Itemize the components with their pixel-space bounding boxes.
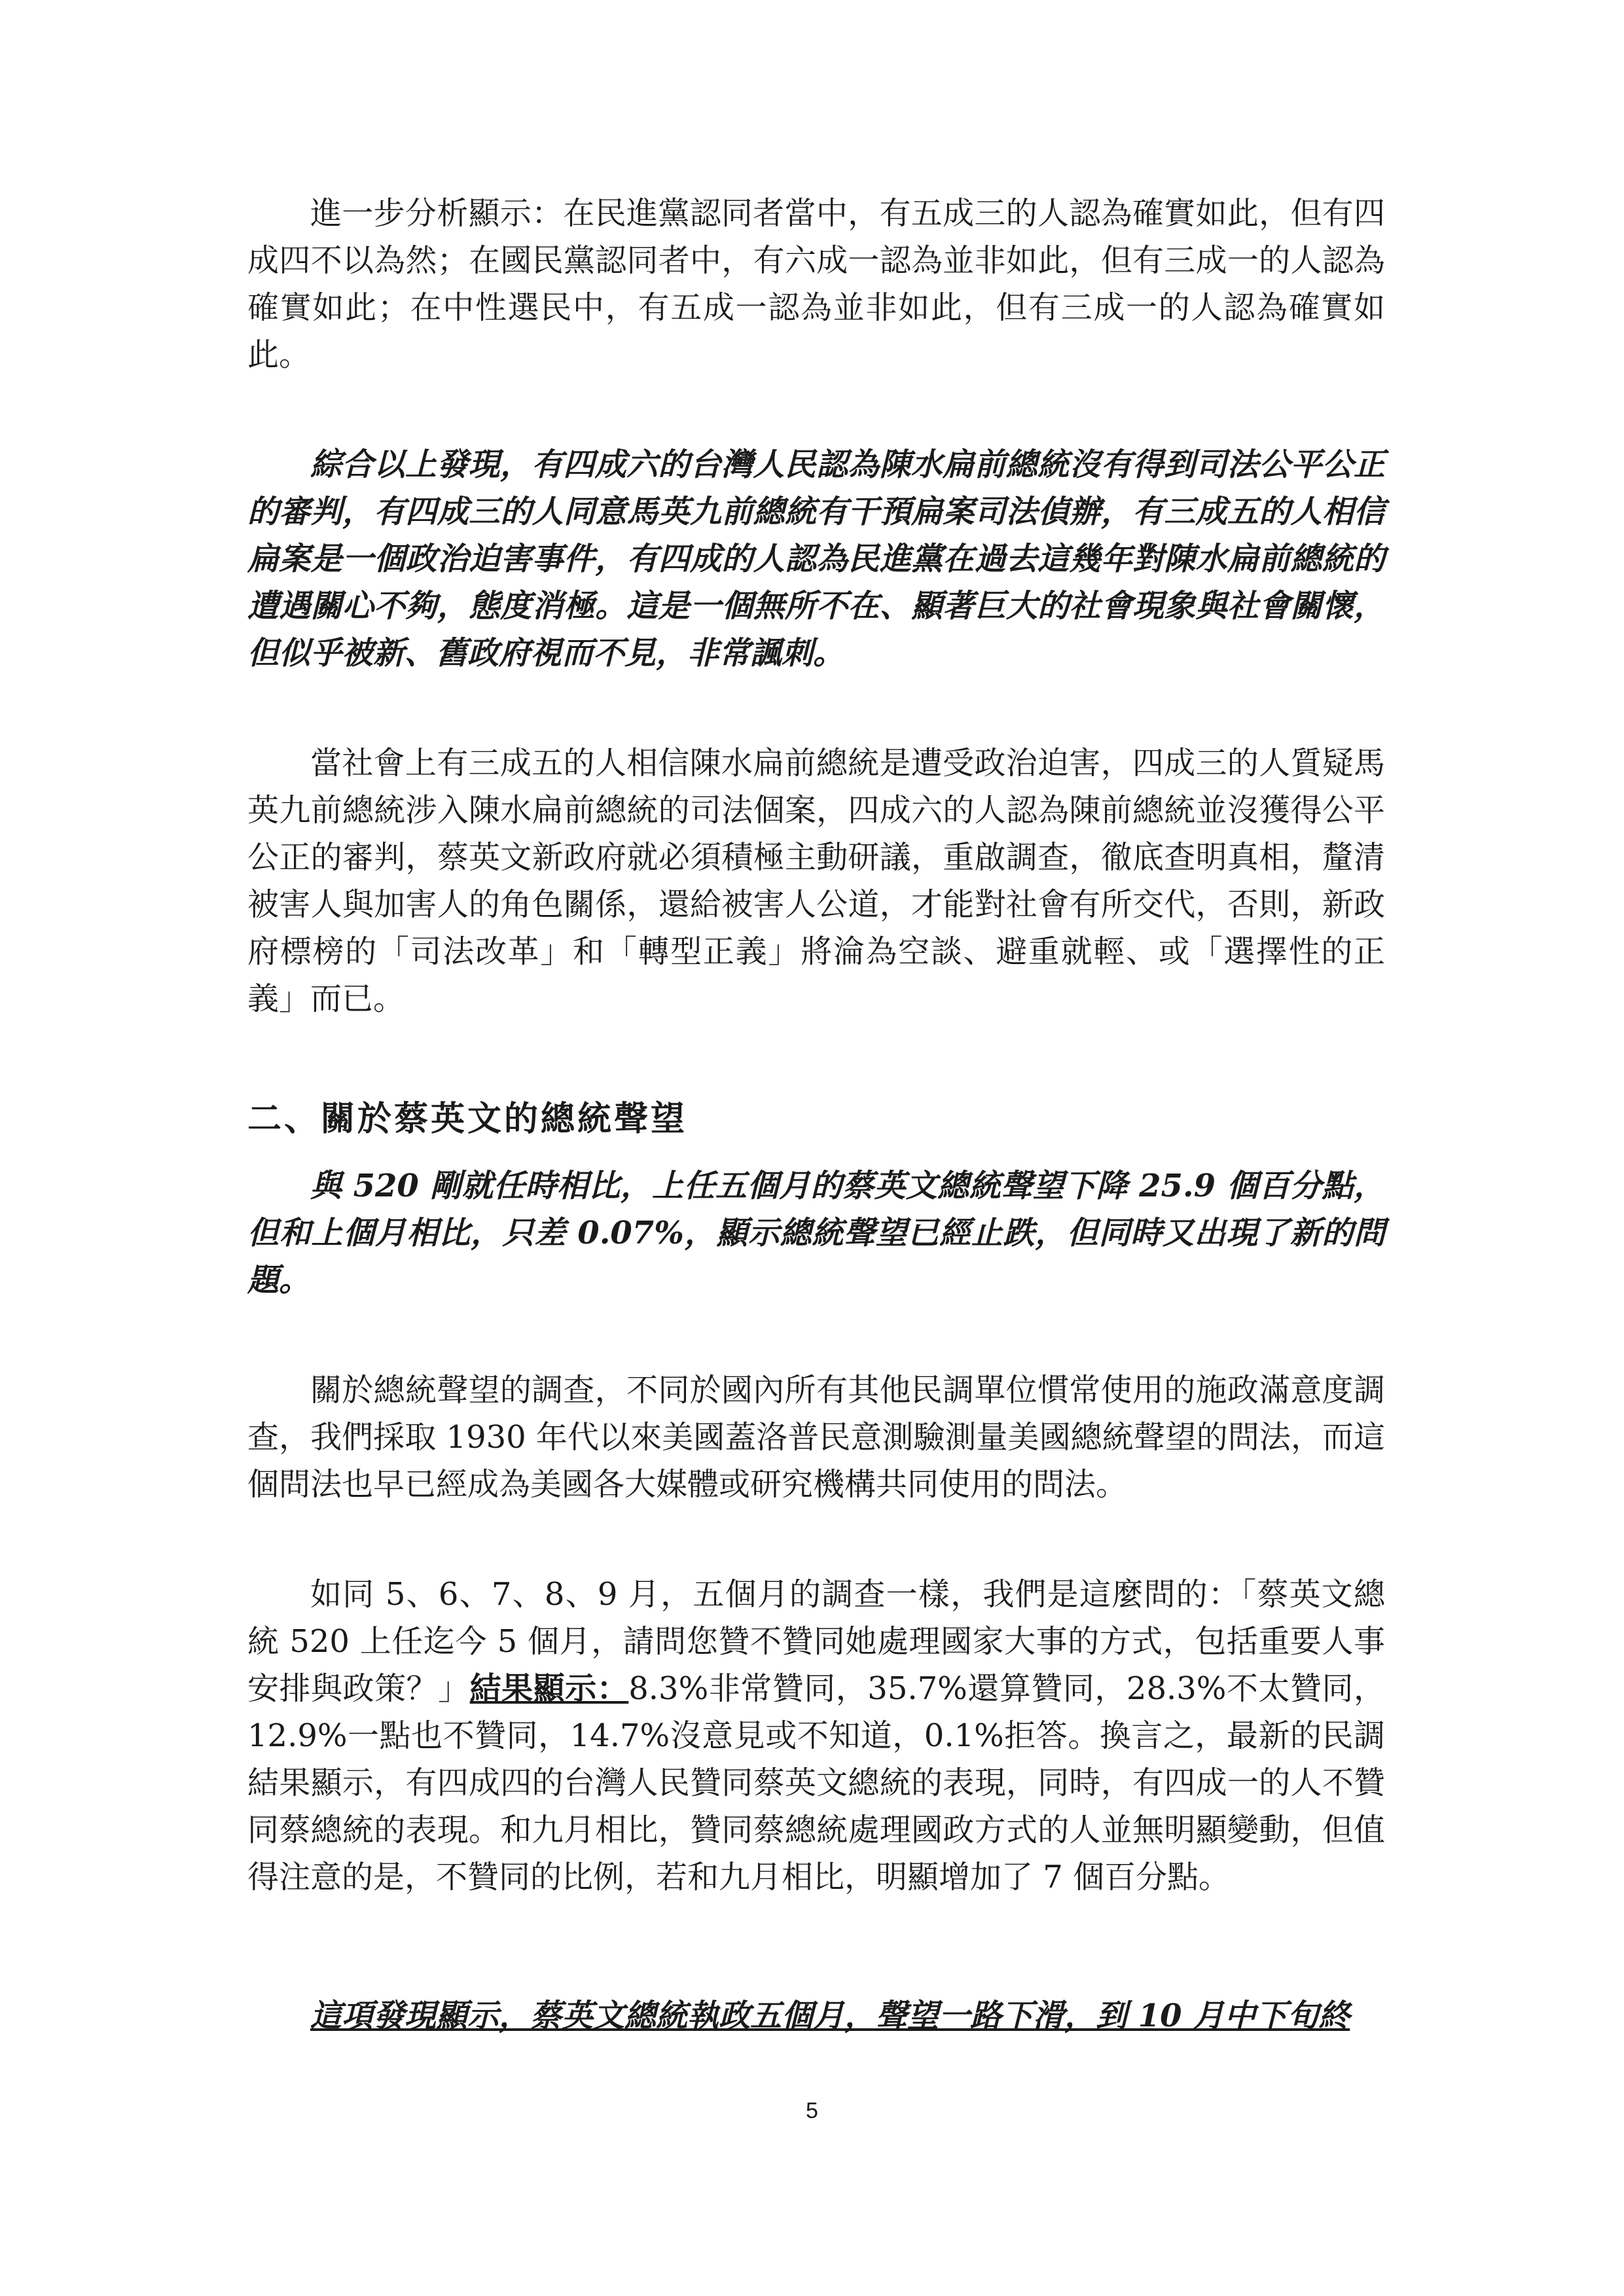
results-question-text: 如同 5、6、7、8、9 月，五個月的調查一樣，我們是這麼問的：「蔡英文總統 520 上任迄今 5 個月，請問您贊不贊同她處理國家大事的方式，包括重要人事安排與政策？」 [247,1576,1385,1707]
paragraph-judicial-reform: 當社會上有三成五的人相信陳水扁前總統是遭受政治迫害，四成三的人質疑馬英九前總統涉入陳水扁前總統的司法個案，四成六的人認為陳前總統並沒獲得公平公正的審判，蔡英文新政府就必須積極主動研議，重啟調查，徹底查明真相，釐清被害人與加害人的角色關係，還給被害人公道，才能對社會有所交代，否則，新政府標榜的「司法改革」和「轉型正義」將淪為空談、避重就輕、或「選擇性的正義」而已。 [247,745,1385,1017]
document-page [247,190,1385,2039]
results-label: 結果顯示： [469,1670,629,1707]
paragraph-summary-emphasis: 綜合以上發現，有四成六的台灣人民認為陳水扁前總統沒有得到司法公平公正的審判，有四成三的人同意馬英九前總統有干預扁案司法偵辦，有三成五的人相信扁案是一個政治迫害事件，有四成的人認為民進黨在過去這幾年對陳水扁前總統的遭遇關心不夠，態度消極。這是一個無所不在、顯著巨大的社會現象與社會關懷，但似乎被新、舊政府視而不見，非常諷刺。 [247,446,1385,672]
section-heading: 二、關於蔡英文的總統聲望 [247,1099,688,1139]
results-figures-text: 8.3%非常贊同，35.7%還算贊同，28.3%不太贊同，12.9%一點也不贊同，14.7%沒意見或不知道，0.1%拒答。換言之，最新的民調結果顯示，有四成四的台灣人民贊同蔡英文總統的表現，同時，有四成一的人不贊同蔡總統的表現。和九月相比，贊同蔡總統處理國政方式的人並無明顯變動，但值得注意的是，不贊同的比例，若和九月相比，明顯增加了 7 個百分點。 [247,1670,1385,1895]
paragraph-finding-underlined [247,1992,1385,2039]
page-number: 5 [806,2098,818,2123]
paragraph-results [247,1571,1385,1901]
paragraph-analysis: 進一步分析顯示：在民進黨認同者當中，有五成三的人認為確實如此，但有四成四不以為然；在國民黨認同者中，有六成一認為並非如此，但有三成一的人認為確實如此；在中性選民中，有五成一認為並非如此，但有三成一的人認為確實如此。 [247,195,1385,373]
finding-text: 這項發現顯示，蔡英文總統執政五個月，聲望一路下滑，到 10 月中下旬終 [310,1998,1350,2034]
paragraph-prestige-emphasis: 與 520 剛就任時相比，上任五個月的蔡英文總統聲望下降 25.9 個百分點，但和上個月相比，只差 0.07%，顯示總統聲望已經止跌，但同時又出現了新的問題。 [247,1168,1385,1299]
paragraph-methodology: 關於總統聲望的調查，不同於國內所有其他民調單位慣常使用的施政滿意度調查，我們採取 1930 年代以來美國蓋洛普民意測驗測量美國總統聲望的問法，而這個問法也早已經成為美國各大媒體或研究機構共同使用的問法。 [247,1372,1385,1503]
